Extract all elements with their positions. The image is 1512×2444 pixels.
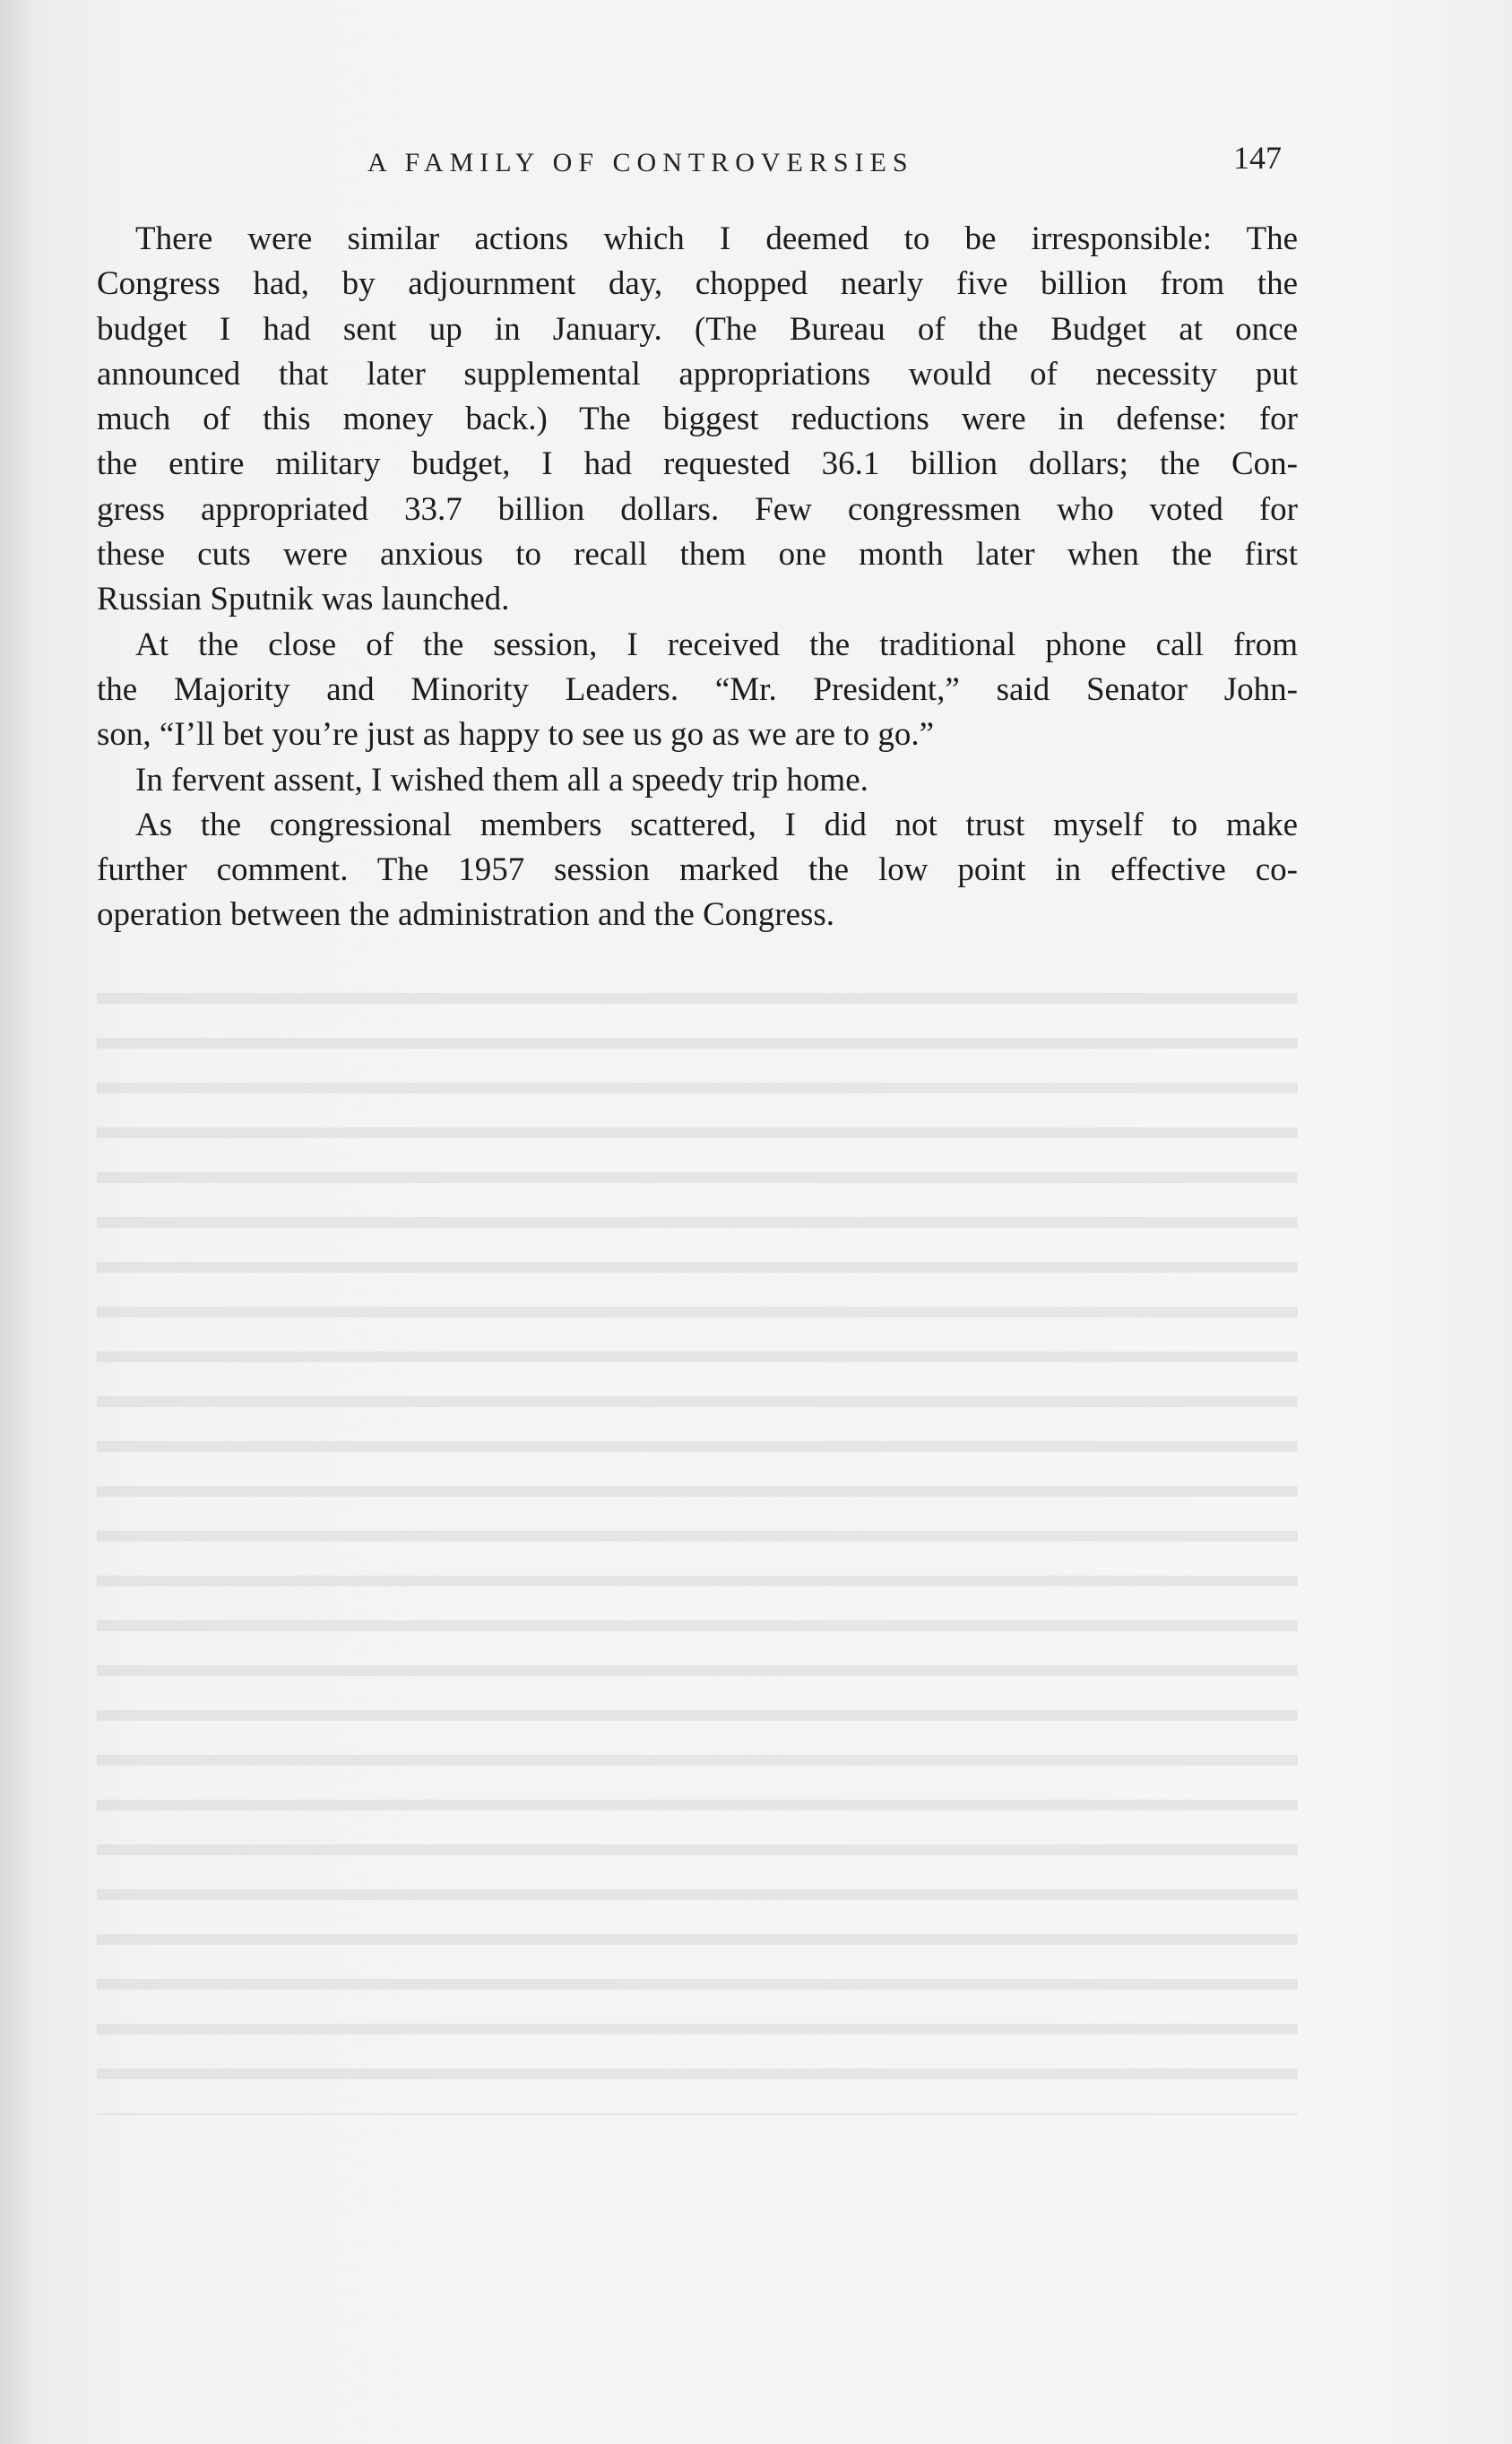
text-line: these cuts were anxious to recall them one month later when the first: [97, 536, 1298, 574]
text-line: Congress had, by adjournment day, chopped nearly five billion from the: [97, 265, 1298, 303]
running-head: A FAMILY OF CONTROVERSIES: [367, 148, 914, 177]
text-line: operation between the administration and the Congress.: [97, 896, 835, 934]
text-line: announced that later supplemental appropriations would of necessity put: [97, 355, 1298, 393]
text-line: Russian Sputnik was launched.: [97, 581, 510, 618]
text-line: son, “I’ll bet you’re just as happy to see us go as we are to go.”: [97, 716, 934, 754]
show-through-text: [97, 968, 1298, 2115]
text-line: gress appropriated 33.7 billion dollars. Few congressmen who voted for: [97, 490, 1298, 528]
text-line: There were similar actions which I deemed to be irresponsible: The: [135, 220, 1298, 257]
paragraph: [97, 217, 1298, 623]
text-line: In fervent assent, I wished them all a speedy trip home.: [135, 761, 868, 799]
text-line: the entire military budget, I had requested 36.1 billion dollars; the Con-: [97, 445, 1298, 483]
paragraph: [97, 758, 1298, 803]
text-line: budget I had sent up in January. (The Bureau of the Budget at once: [97, 310, 1298, 348]
text-line: the Majority and Minority Leaders. “Mr. President,” said Senator John-: [97, 670, 1298, 708]
paragraph: [97, 803, 1298, 938]
text-line: much of this money back.) The biggest reductions were in defense: for: [97, 401, 1298, 438]
body-text: [97, 217, 1298, 938]
text-line: At the close of the session, I received the traditional phone call from: [135, 626, 1298, 663]
paragraph: [97, 623, 1298, 758]
text-line: further comment. The 1957 session marked the low point in effective co-: [97, 851, 1298, 889]
page-number: 147: [1233, 140, 1282, 176]
text-line: As the congressional members scattered, I did not trust myself to make: [135, 806, 1298, 843]
